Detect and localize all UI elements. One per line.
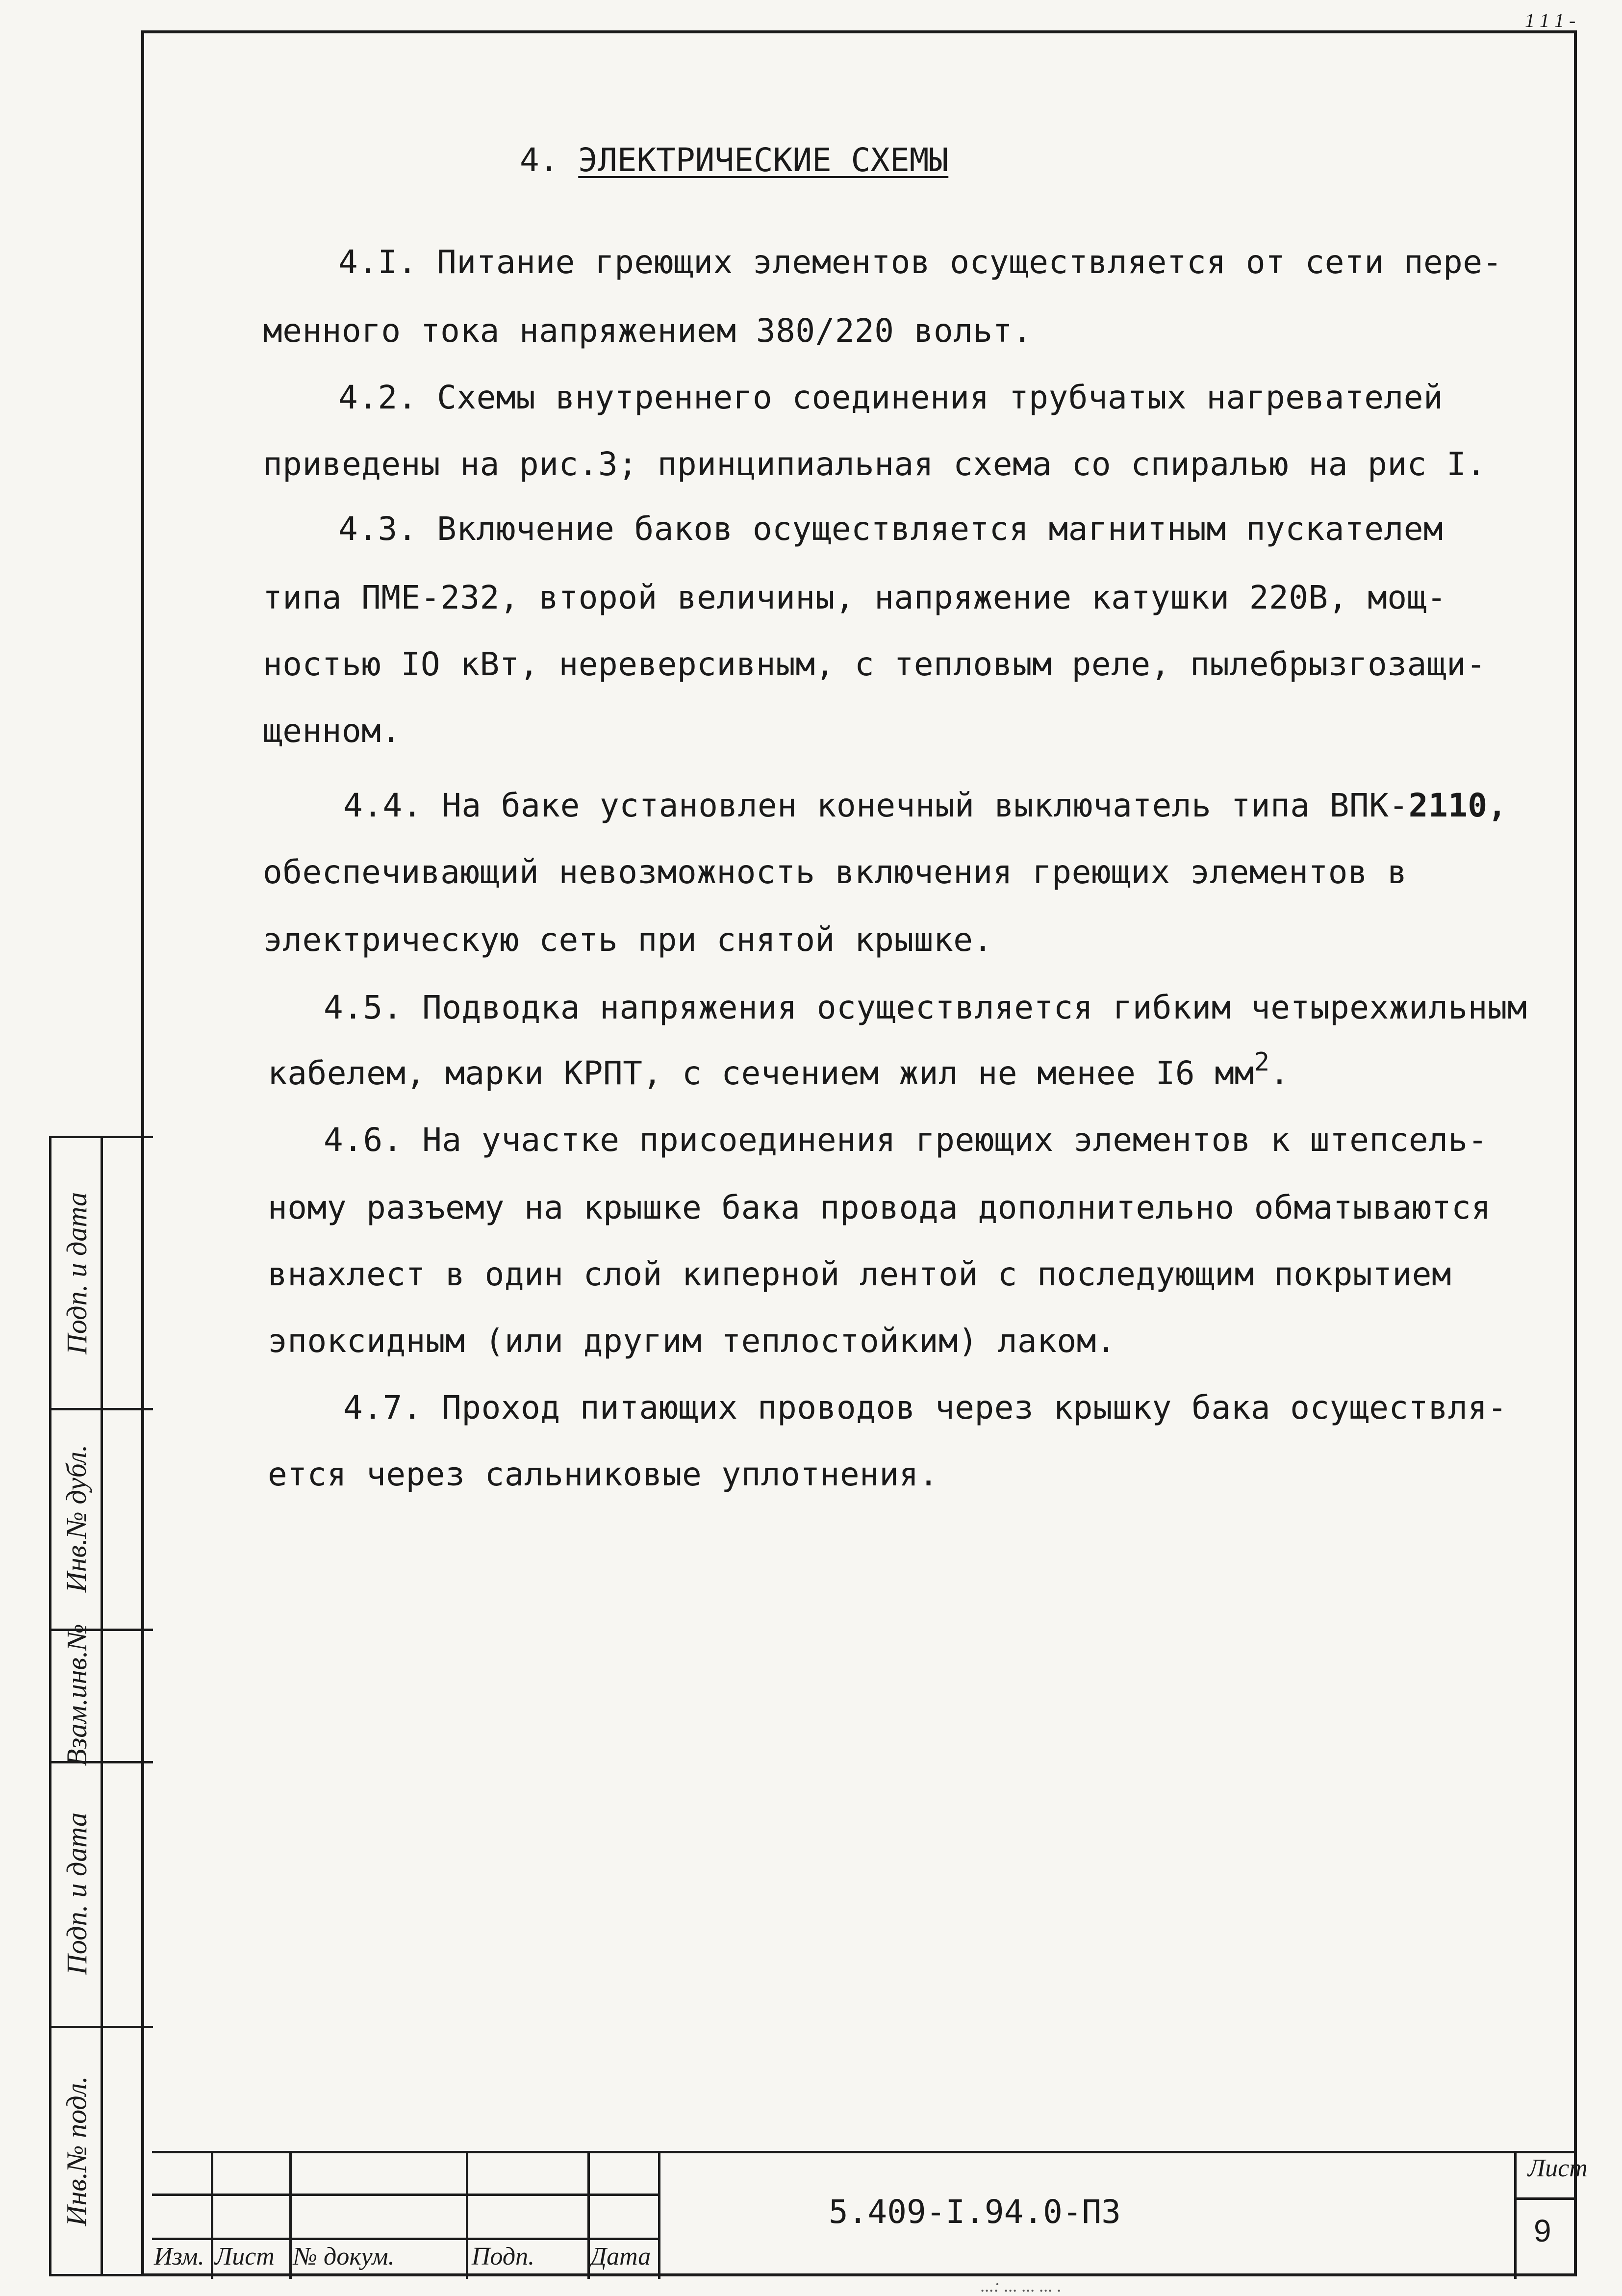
paragraph-4-6-line-1: 4.6. На участке присоединения греющих элементов к штепсель-	[324, 1121, 1488, 1159]
sidebar-cell-signature-date-bottom	[54, 1761, 99, 2026]
section-title	[520, 141, 948, 179]
paragraph-4-5-period: .	[1269, 1054, 1290, 1092]
column-change: Изм.	[154, 2243, 204, 2270]
paragraph-4-4-line-1-text: 4.4. На баке установлен конечный выключатель типа ВПК-	[343, 787, 1409, 824]
sidebar-label: Подп. и дата	[60, 1192, 93, 1354]
column-date: Дата	[590, 2243, 651, 2270]
sidebar-label: Взам.инв.№	[60, 1623, 93, 1766]
sidebar-cell-replacement-inventory	[54, 1623, 99, 1766]
paragraph-4-6-line-4: эпоксидным (или другим теплостойким) лаком.	[268, 1322, 1116, 1360]
paragraph-4-3-line-2: типа ПМЕ-232, второй величины, напряжение катушки 220В, мощ-	[263, 579, 1447, 616]
sidebar-cell-signature-date-top	[54, 1138, 99, 1408]
column-signature: Подп.	[472, 2243, 535, 2270]
paragraph-4-3-line-1: 4.3. Включение баков осуществляется магнитным пускателем	[338, 510, 1444, 548]
sidebar-label: Подп. и дата	[60, 1812, 93, 1975]
paragraph-4-5-line-2-text: кабелем, марки КРПТ, с сечением жил не менее I6 мм	[268, 1054, 1254, 1092]
sidebar-label: Инв.№ подл.	[60, 2076, 93, 2226]
sidebar-cell-original-inventory	[54, 2026, 99, 2276]
paragraph-4-5-line-1: 4.5. Подводка напряжения осуществляется гибким четырехжильным	[324, 989, 1527, 1026]
sidebar-label: Инв.№ дубл.	[60, 1444, 93, 1592]
sheet-label: Лист	[1528, 2154, 1588, 2182]
paragraph-4-4-line-2: обеспечивающий невозможность включения греющих элементов в	[263, 853, 1407, 891]
paragraph-4-6-line-3: внахлест в один слой киперной лентой с последующим покрытием	[268, 1255, 1452, 1293]
title-block-rule	[587, 2153, 590, 2279]
corner-mark: 1 1 1 -	[1525, 9, 1576, 31]
paragraph-4-4-line-3: электрическую сеть при снятой крышке.	[263, 921, 993, 959]
switch-model-number: 2110,	[1408, 787, 1507, 824]
paragraph-4-1-line-2: менного тока напряжением 380/220 вольт.	[263, 312, 1033, 350]
paragraph-4-1-line-1: 4.I. Питание греющих элементов осуществляется от сети пере-	[338, 243, 1502, 281]
paragraph-4-2-line-1: 4.2. Схемы внутреннего соединения трубчатых нагревателей	[338, 379, 1444, 416]
section-heading: ЭЛЕКТРИЧЕСКИЕ СХЕМЫ	[578, 141, 949, 179]
title-block-rule	[1514, 2197, 1577, 2200]
sidebar-divider	[101, 1138, 103, 2274]
paragraph-4-7-line-1: 4.7. Проход питающих проводов через крышку бака осуществля-	[343, 1389, 1507, 1427]
title-block-rule	[289, 2153, 292, 2279]
title-block-rule	[152, 2194, 658, 2196]
paragraph-4-3-line-4: щенном.	[263, 712, 401, 750]
sidebar-stamp	[49, 1136, 153, 2276]
paragraph-4-3-line-3: ностью IO кВт, нереверсивным, с тепловым реле, пылебрызгозащи-	[263, 645, 1486, 683]
paragraph-4-2-line-2: приведены на рис.3; принципиальная схема со спиралью на рис I.	[263, 445, 1486, 483]
paragraph-4-7-line-2: ется через сальниковые уплотнения.	[268, 1455, 939, 1493]
column-sheet: Лист	[215, 2243, 275, 2270]
superscript-squared: 2	[1254, 1047, 1270, 1077]
sidebar-cell-dup-inventory	[54, 1408, 99, 1629]
title-block-rule	[1514, 2153, 1517, 2279]
title-block-rule	[152, 2238, 658, 2240]
title-block-rule	[211, 2153, 213, 2279]
section-number: 4.	[520, 141, 559, 179]
column-document-number: № докум.	[293, 2243, 395, 2270]
document-code: 5.409-I.94.0-ПЗ	[829, 2193, 1121, 2231]
paragraph-4-4-line-1	[343, 787, 1507, 824]
title-block-rule	[658, 2153, 660, 2279]
paragraph-4-6-line-2: ному разъему на крышке бака провода дополнительно обматываются	[268, 1189, 1491, 1226]
bottom-scrawl: ...: ... ... ... .	[981, 2276, 1062, 2296]
sheet-number: 9	[1534, 2213, 1551, 2248]
title-block-rule	[466, 2153, 468, 2279]
paragraph-4-5-line-2	[268, 1047, 1290, 1092]
